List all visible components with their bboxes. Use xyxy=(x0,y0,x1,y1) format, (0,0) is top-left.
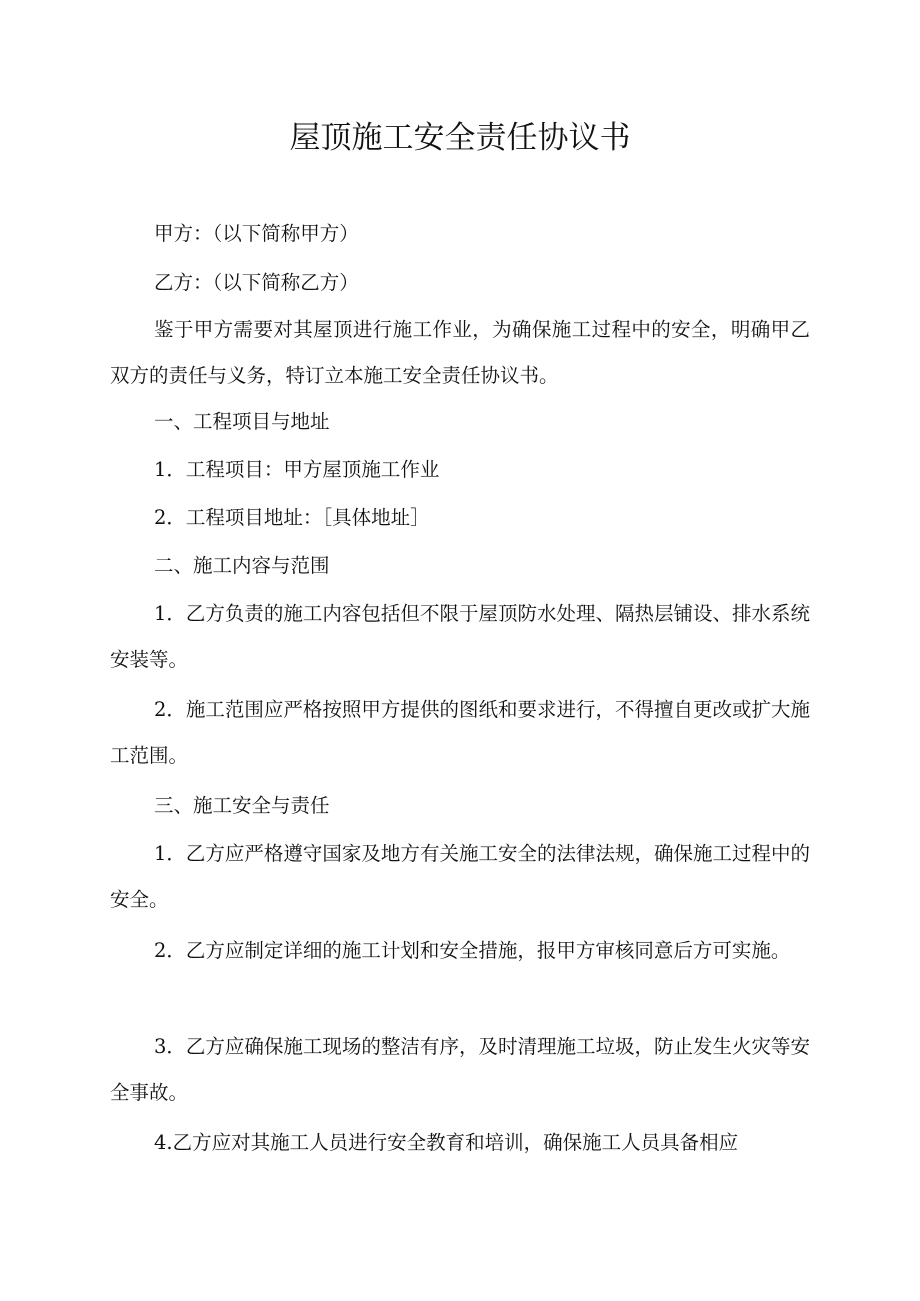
section-heading-1: 一、工程项目与地址 xyxy=(154,410,330,433)
clause-1-2: 2．工程项目地址：［具体地址］ xyxy=(154,506,430,529)
clause-3-2: 2．乙方应制定详细的施工计划和安全措施，报甲方审核同意后方可实施。 xyxy=(154,939,791,962)
clause-3-3: 3．乙方应确保施工现场的整洁有序，及时清理施工垃圾，防止发生火灾等安全事故。 xyxy=(110,1035,810,1104)
clause-2-1: 1．乙方负责的施工内容包括但不限于屋顶防水处理、隔热层铺设、排水系统安装等。 xyxy=(110,602,810,671)
party-b-line: 乙方：（以下简称乙方） xyxy=(154,271,359,294)
clause-2-2: 2．施工范围应严格按照甲方提供的图纸和要求进行，不得擅自更改或扩大施工范围。 xyxy=(110,698,810,767)
section-heading-2: 二、施工内容与范围 xyxy=(154,554,330,577)
party-a-line: 甲方：（以下简称甲方） xyxy=(154,222,359,245)
document-title: 屋顶施工安全责任协议书 xyxy=(289,120,631,156)
clause-3-1: 1．乙方应严格遵守国家及地方有关施工安全的法律法规，确保施工过程中的安全。 xyxy=(110,842,810,911)
clause-1-1: 1．工程项目：甲方屋顶施工作业 xyxy=(154,458,440,481)
clause-3-4: 4.乙方应对其施工人员进行安全教育和培训，确保施工人员具备相应 xyxy=(154,1131,739,1154)
preamble-paragraph: 鉴于甲方需要对其屋顶进行施工作业，为确保施工过程中的安全，明确甲乙双方的责任与义务，特订立本施工安全责任协议书。 xyxy=(110,318,810,387)
section-heading-3: 三、施工安全与责任 xyxy=(154,794,330,817)
